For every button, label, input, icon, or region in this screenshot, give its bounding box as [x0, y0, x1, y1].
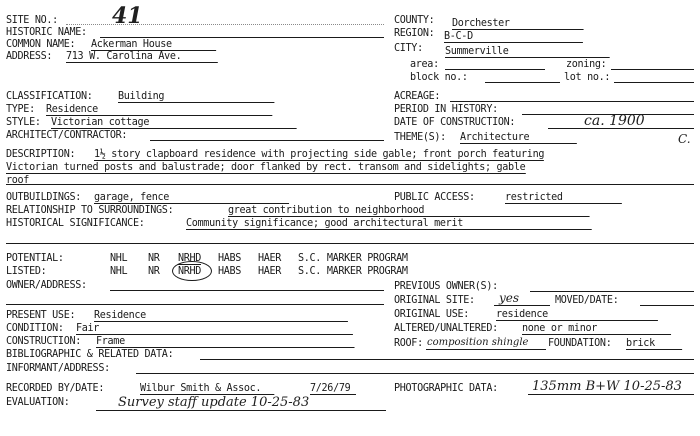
public-access-value: restricted: [505, 191, 622, 204]
roof-line: [426, 349, 546, 350]
style-label: STYLE:: [6, 115, 41, 128]
significance-end-line: [6, 243, 694, 244]
present-use-value: Residence: [94, 309, 348, 322]
acreage-label: ACREAGE:: [394, 89, 441, 102]
relationship-label: RELATIONSHIP TO SURROUNDINGS:: [6, 203, 174, 216]
photographic-data-value: 135mm B+W 10-25-83: [532, 379, 682, 394]
construction-label: CONSTRUCTION:: [6, 334, 82, 347]
original-site-label: ORIGINAL SITE:: [394, 293, 475, 306]
block-no-label: block no.:: [410, 70, 468, 83]
owner-address-line: [110, 290, 384, 291]
description-line-1: 1½ story clapboard residence with projecting side gable; front porch featuring: [94, 147, 545, 160]
architect-label: ARCHITECT/CONTRACTOR:: [6, 128, 128, 141]
city-value: Summerville: [445, 45, 610, 58]
zoning-label: zoning:: [566, 57, 607, 70]
historical-significance-value: Community significance; good architectural merit: [186, 217, 592, 230]
original-use-value: residence: [496, 308, 658, 321]
description-end-line: [6, 184, 694, 185]
previous-owners-label: PREVIOUS OWNER(S):: [394, 279, 498, 292]
theme-mark: C.: [678, 132, 691, 146]
historical-significance-label: HISTORICAL SIGNIFICANCE:: [6, 216, 145, 229]
area-label: area:: [410, 57, 439, 70]
outbuildings-value: garage, fence: [94, 191, 289, 204]
common-name-value: Ackerman House: [91, 38, 216, 51]
original-site-line: [494, 305, 550, 306]
theme-value: Architecture: [460, 131, 577, 144]
county-label: COUNTY:: [394, 13, 435, 26]
historic-name-label: HISTORIC NAME:: [6, 25, 87, 38]
description-label: DESCRIPTION:: [6, 147, 76, 160]
condition-label: CONDITION:: [6, 321, 64, 334]
listed-haer: HAER: [258, 264, 282, 277]
listed-nrhd-circle: [172, 261, 212, 281]
zoning-line: [611, 69, 694, 70]
evaluation-label: EVALUATION:: [6, 395, 70, 408]
address-value: 713 W. Carolina Ave.: [66, 50, 218, 63]
potential-nr: NR: [148, 251, 160, 264]
roof-value: composition shingle: [427, 337, 529, 348]
listed-habs: HABS: [218, 264, 242, 277]
date-of-construction-label: DATE OF CONSTRUCTION:: [394, 115, 516, 128]
roof-label: ROOF:: [394, 336, 423, 349]
original-site-value: yes: [499, 291, 520, 305]
site-no-line: [66, 24, 384, 25]
style-value: Victorian cottage: [51, 116, 296, 129]
address-label: ADDRESS:: [6, 49, 53, 62]
recorded-by-value: Wilbur Smith & Assoc.: [140, 382, 274, 395]
site-no-label: SITE NO.:: [6, 13, 58, 26]
potential-haer: HAER: [258, 251, 282, 264]
previous-owners-line: [530, 291, 694, 292]
outbuildings-label: OUTBUILDINGS:: [6, 190, 82, 203]
potential-nhl: NHL: [110, 251, 128, 264]
county-value: Dorchester: [452, 17, 583, 30]
potential-label: POTENTIAL:: [6, 251, 64, 264]
listed-nhl: NHL: [110, 264, 128, 277]
common-name-label: COMMON NAME:: [6, 37, 76, 50]
listed-nrhd: NRHD: [178, 264, 202, 277]
potential-sc-marker: S.C. MARKER PROGRAM: [298, 251, 408, 264]
site-no-value: 41: [112, 3, 143, 29]
moved-date-line: [640, 305, 694, 306]
date-of-construction-value: ca. 1900: [584, 113, 645, 129]
listed-sc-marker: S.C. MARKER PROGRAM: [298, 264, 408, 277]
classification-value: Building: [118, 90, 275, 103]
region-label: REGION:: [394, 26, 435, 39]
type-value: Residence: [46, 103, 273, 116]
recorded-by-label: RECORDED BY/DATE:: [6, 381, 105, 394]
moved-date-label: MOVED/DATE:: [555, 293, 619, 306]
present-use-label: PRESENT USE:: [6, 308, 76, 321]
public-access-label: PUBLIC ACCESS:: [394, 190, 475, 203]
lot-no-line: [614, 82, 694, 83]
lot-no-label: lot no.:: [564, 70, 611, 83]
informant-label: INFORMANT/ADDRESS:: [6, 361, 110, 374]
recorded-by-date: 7/26/79: [310, 382, 356, 395]
original-use-label: ORIGINAL USE:: [394, 307, 470, 320]
relationship-value: great contribution to neighborhood: [228, 204, 590, 217]
description-line-2: Victorian turned posts and balustrade; door flanked by rect. transom and sidelights; gable: [6, 160, 526, 173]
theme-label: THEME(S):: [394, 130, 446, 143]
photographic-data-label: PHOTOGRAPHIC DATA:: [394, 381, 498, 394]
listed-nr: NR: [148, 264, 160, 277]
block-no-line: [485, 82, 560, 83]
period-label: PERIOD IN HISTORY:: [394, 102, 498, 115]
region-value: B-C-D: [444, 30, 583, 43]
description-line-3: roof: [6, 173, 30, 186]
potential-habs: HABS: [218, 251, 242, 264]
bibliographic-label: BIBLIOGRAPHIC & RELATED DATA:: [6, 347, 174, 360]
photographic-data-line: [528, 394, 694, 395]
evaluation-line: [96, 410, 386, 411]
listed-label: LISTED:: [6, 264, 47, 277]
owner-address-line-2: [6, 304, 384, 305]
city-label: CITY:: [394, 41, 423, 54]
construction-value: Frame: [96, 335, 355, 348]
informant-line: [136, 373, 694, 374]
foundation-label: FOUNDATION:: [548, 336, 612, 349]
type-label: TYPE:: [6, 102, 35, 115]
owner-address-label: OWNER/ADDRESS:: [6, 278, 87, 291]
potential-nrhd: NRHD: [178, 251, 202, 264]
condition-value: Fair: [76, 322, 353, 335]
altered-label: ALTERED/UNALTERED:: [394, 321, 498, 334]
foundation-value: brick: [626, 337, 682, 350]
bibliographic-line: [200, 359, 694, 360]
evaluation-value: Survey staff update 10-25-83: [118, 395, 310, 410]
altered-value: none or minor: [522, 322, 671, 335]
classification-label: CLASSIFICATION:: [6, 89, 93, 102]
architect-line: [150, 140, 384, 141]
